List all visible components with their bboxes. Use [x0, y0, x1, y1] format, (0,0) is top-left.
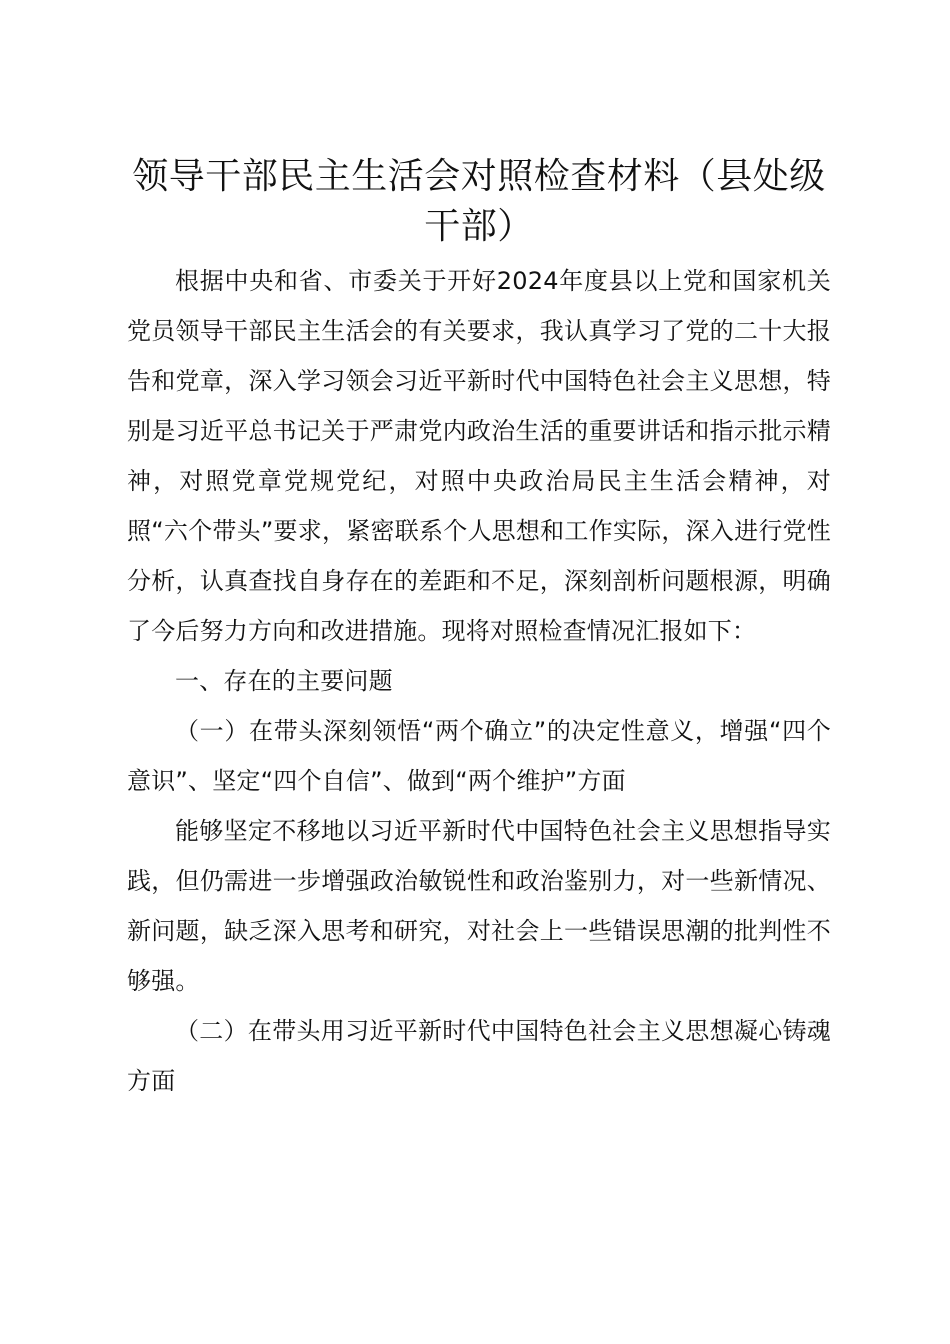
subsection-1-body-paragraph: 能够坚定不移地以习近平新时代中国特色社会主义思想指导实践，但仍需进一步增强政治敏锐性和政治鉴别力，对一些新情况、新问题，缺乏深入思考和研究，对社会上一些错误思潮的批判性不够强。 [127, 817, 831, 995]
subsection-heading-1: （一）在带头深刻领悟“两个确立”的决定性意义，增强“四个意识”、坚定“四个自信”、做到“两个维护”方面 [127, 717, 831, 795]
section-heading-main-problems: 一、存在的主要问题 [175, 667, 393, 695]
document-body [127, 152, 831, 1106]
intro-paragraph: 根据中央和省、市委关于开好2024年度县以上党和国家机关党员领导干部民主生活会的有关要求，我认真学习了党的二十大报告和党章，深入学习领会习近平新时代中国特色社会主义思想，特别是习近平总书记关于严肃党内政治生活的重要讲话和指示批示精神，对照党章党规党纪，对照中央政治局民主生活会精神，对照“六个带头”要求，紧密联系个人思想和工作实际，深入进行党性分析，认真查找自身存在的差距和不足，深刻剖析问题根源，明确了今后努力方向和改进措施。现将对照检查情况汇报如下： [127, 267, 831, 645]
document-title: 领导干部民主生活会对照检查材料（县处级干部） [132, 156, 826, 247]
subsection-heading-2: （二）在带头用习近平新时代中国特色社会主义思想凝心铸魂方面 [127, 1017, 831, 1095]
